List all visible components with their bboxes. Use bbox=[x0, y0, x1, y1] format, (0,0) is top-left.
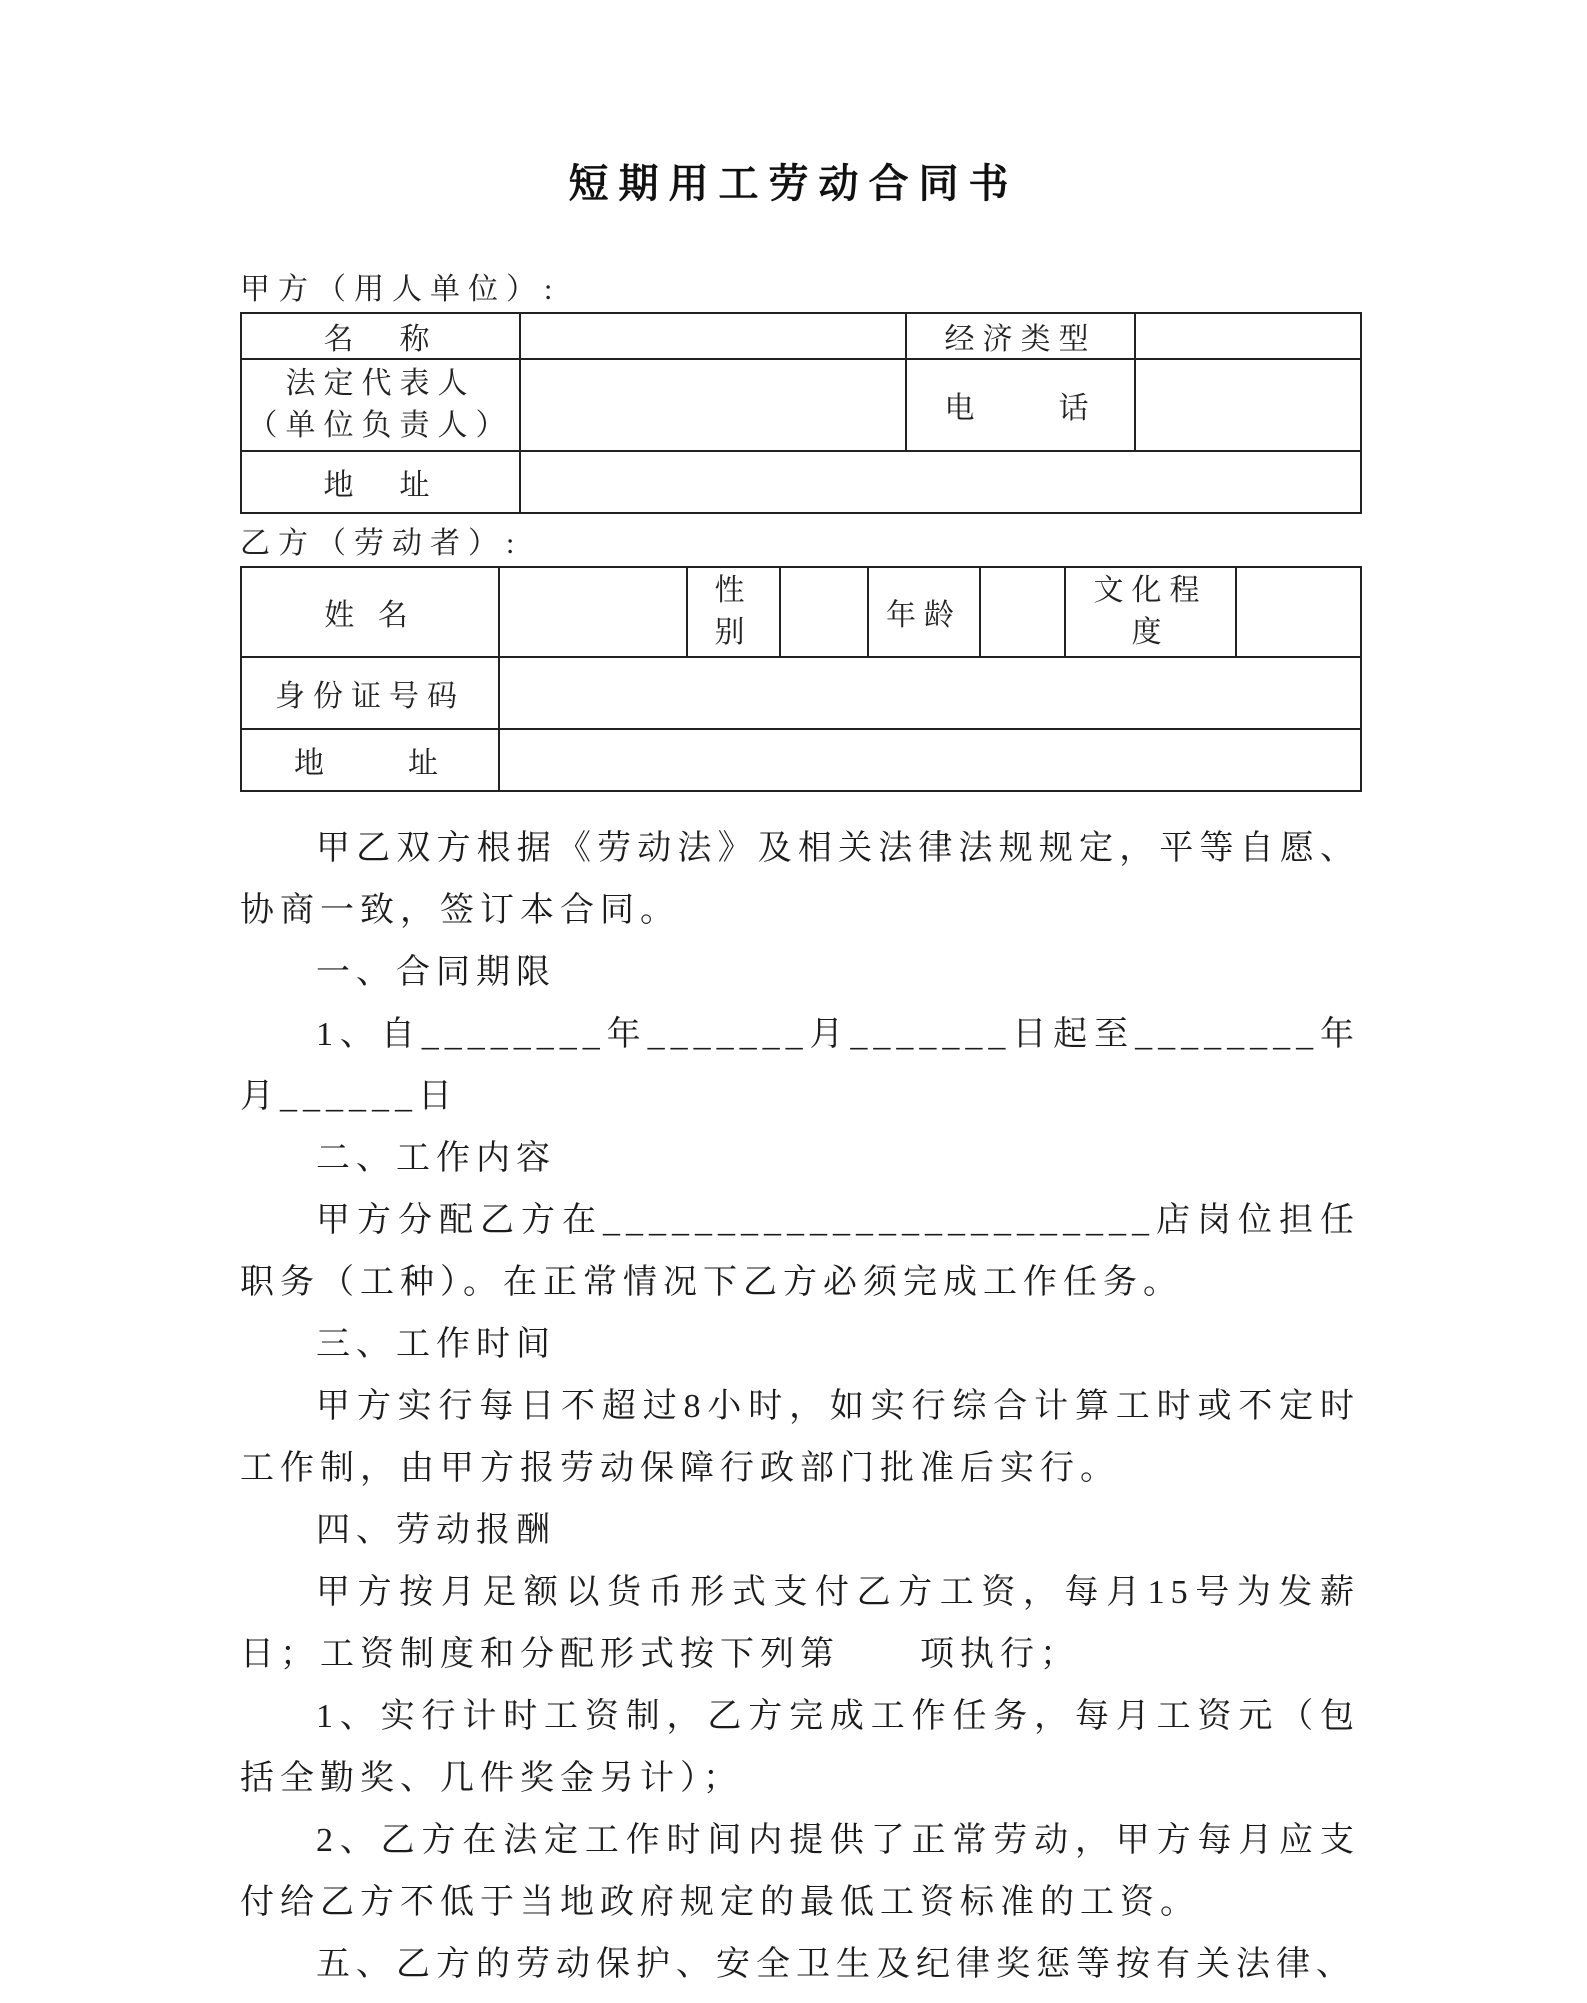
contract-paragraph-work-content: 甲方分配乙方在________________________店岗位担任职务（工种）。在正常情况下乙方必须完成工作任务。 bbox=[240, 1202, 1360, 1301]
table-row bbox=[241, 657, 1361, 729]
party-a-address-value-cell bbox=[520, 451, 1361, 513]
education-label: 文化程度 bbox=[1093, 574, 1208, 649]
party-a-table bbox=[240, 312, 1362, 514]
party-b-id-number-label-cell: 身份证号码 bbox=[241, 657, 499, 729]
party-b-name-value-cell bbox=[499, 567, 687, 657]
party-b-education-label-cell bbox=[1065, 567, 1236, 657]
party-b-table bbox=[240, 566, 1362, 792]
contract-heading-work-hours: 三、工作时间 bbox=[316, 1326, 556, 1363]
party-b-address-label-cell: 地 址 bbox=[241, 729, 499, 791]
party-b-address-value-cell bbox=[499, 729, 1361, 791]
contract-body bbox=[240, 818, 1360, 1996]
party-b-id-number-value-cell bbox=[499, 657, 1361, 729]
legal-rep-label-line2: （单位负责人） bbox=[247, 409, 514, 442]
party-a-name-value-cell bbox=[520, 313, 906, 359]
party-b-sex-value-cell bbox=[780, 567, 868, 657]
contract-heading-work-content: 二、工作内容 bbox=[316, 1140, 556, 1177]
contract-heading-term: 一、合同期限 bbox=[316, 954, 556, 991]
party-b-section-label: 乙方（劳动者）: bbox=[240, 527, 523, 560]
party-a-economic-type-label-cell: 经济类型 bbox=[906, 313, 1135, 359]
party-b-age-label-cell: 年龄 bbox=[868, 567, 980, 657]
contract-paragraph-term-dates: 1、自________年_______月_______日起至________年月______日 bbox=[240, 1016, 1360, 1115]
table-row bbox=[241, 313, 1361, 359]
legal-rep-label-line1: 法定代表人 bbox=[285, 367, 476, 400]
sex-label: 性别 bbox=[714, 574, 753, 649]
party-a-name-label-cell: 名 称 bbox=[241, 313, 520, 359]
party-b-age-value-cell bbox=[980, 567, 1065, 657]
party-a-phone-label-cell: 电 话 bbox=[906, 359, 1135, 451]
party-b-sex-label-cell bbox=[687, 567, 780, 657]
party-a-legal-rep-label-cell bbox=[241, 359, 520, 451]
contract-paragraph-minimum-wage: 2、乙方在法定工作时间内提供了正常劳动，甲方每月应支付给乙方不低于当地政府规定的最低工资标准的工资。 bbox=[240, 1822, 1360, 1921]
table-row bbox=[241, 451, 1361, 513]
party-b-name-label-cell: 姓 名 bbox=[241, 567, 499, 657]
contract-paragraph-intro: 甲乙双方根据《劳动法》及相关法律法规规定，平等自愿、协商一致，签订本合同。 bbox=[240, 830, 1360, 929]
contract-paragraph-hourly-wage: 1、实行计时工资制，乙方完成工作任务，每月工资元（包括全勤奖、几件奖金另计）； bbox=[240, 1698, 1360, 1797]
party-a-address-label-cell: 地 址 bbox=[241, 451, 520, 513]
table-row bbox=[241, 567, 1361, 657]
contract-paragraph-labor-protection: 五、乙方的劳动保护、安全卫生及纪律奖惩等按有关法律、 bbox=[316, 1946, 1356, 1983]
party-a-phone-value-cell bbox=[1135, 359, 1361, 451]
table-row bbox=[241, 729, 1361, 791]
document-title: 短期用工劳动合同书 bbox=[568, 161, 1019, 206]
table-row bbox=[241, 359, 1361, 451]
party-a-section-label: 甲方（用人单位）: bbox=[240, 273, 561, 306]
party-a-economic-type-value-cell bbox=[1135, 313, 1361, 359]
contract-paragraph-work-hours: 甲方实行每日不超过8小时，如实行综合计算工时或不定时工作制，由甲方报劳动保障行政部门批准后实行。 bbox=[240, 1388, 1360, 1487]
contract-paragraph-payday: 甲方按月足额以货币形式支付乙方工资，每月15号为发薪日；工资制度和分配形式按下列第 项执行； bbox=[240, 1574, 1360, 1673]
contract-heading-remuneration: 四、劳动报酬 bbox=[316, 1512, 556, 1549]
party-a-legal-rep-value-cell bbox=[520, 359, 906, 451]
party-b-education-value-cell bbox=[1236, 567, 1361, 657]
